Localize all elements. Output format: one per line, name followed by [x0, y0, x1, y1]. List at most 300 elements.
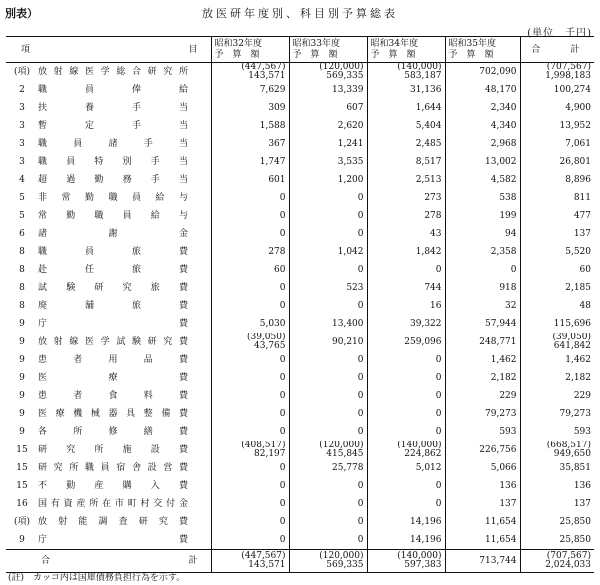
item-cell: [6, 369, 211, 387]
item-cell: [6, 261, 211, 279]
total-sum-cell: [520, 550, 594, 573]
fy35-cell: 136: [445, 477, 520, 495]
fy34-cell: 16: [367, 297, 445, 315]
fy34-cell: 1,842: [367, 243, 445, 261]
fy32-cell: 0: [211, 405, 289, 423]
total-cell: 2,182: [520, 369, 594, 387]
fy32-cell: 0: [211, 495, 289, 513]
total-total-bracket-value: (707,567): [546, 551, 591, 561]
fy35-header-year: 昭和35年度: [448, 38, 496, 49]
item-name: 研究所施設費: [38, 445, 188, 455]
item-name: 庁費: [38, 319, 188, 329]
fy33-header-year: 昭和33年度: [292, 38, 340, 49]
item-name: 超過勤務手当: [38, 175, 188, 185]
fy35-cell: 4,340: [445, 117, 520, 135]
total-cell: 477: [520, 207, 594, 225]
item-cell: [6, 135, 211, 153]
fy34-cell: 14,196: [367, 531, 445, 550]
total-cell: 5,520: [520, 243, 594, 261]
item-cell: [6, 153, 211, 171]
item-name: 赴任旅費: [38, 265, 188, 275]
total-cell: 79,273: [520, 405, 594, 423]
total-cell: 136: [520, 477, 594, 495]
fy33-cell: 2,620: [289, 117, 367, 135]
table-row: [6, 531, 594, 550]
fy33-cell: 0: [289, 477, 367, 495]
item-code: 9: [19, 535, 25, 545]
total-cell: 100,274: [520, 81, 594, 99]
total-bracket-value: (668,517): [546, 441, 591, 450]
item-code: 8: [19, 283, 25, 293]
table-row: [6, 117, 594, 135]
item-name: 諸謝金: [38, 229, 188, 239]
fy35-cell: 199: [445, 207, 520, 225]
table-row: [6, 189, 594, 207]
fy32-cell: 0: [211, 477, 289, 495]
table-row: [6, 261, 594, 279]
total-fy33-cell: [289, 550, 367, 573]
total-fy35-cell: 713,744: [445, 550, 520, 573]
fy33-cell: 1,200: [289, 171, 367, 189]
item-cell: [6, 99, 211, 117]
table-row: [6, 477, 594, 495]
table-row: [6, 207, 594, 225]
fy34-cell: 0: [367, 369, 445, 387]
item-name: 職員特別手当: [38, 157, 188, 167]
table-row: [6, 279, 594, 297]
total-cell: [520, 333, 594, 351]
total-cell: 25,850: [520, 531, 594, 550]
fy32-cell: 0: [211, 225, 289, 243]
page-title: 放医研年度別、科目別予算総表: [202, 7, 398, 20]
fy35-cell: 32: [445, 297, 520, 315]
fy32-cell: [211, 333, 289, 351]
item-name: 試験研究旅費: [38, 283, 188, 293]
fy32-cell: 601: [211, 171, 289, 189]
total-value: 641,842: [553, 341, 591, 351]
item-code: 9: [19, 409, 25, 419]
item-name: 職員旅費: [38, 247, 188, 257]
fy34-cell: 0: [367, 477, 445, 495]
item-cell: [6, 531, 211, 550]
item-code: 15: [16, 445, 28, 455]
total-cell: 25,850: [520, 513, 594, 531]
item-name: 患者食料費: [38, 391, 188, 401]
fy35-cell: 2,968: [445, 135, 520, 153]
fy33-cell: 0: [289, 531, 367, 550]
fy33-value: 415,845: [326, 449, 364, 459]
fy33-cell: 0: [289, 351, 367, 369]
fy33-cell: 0: [289, 423, 367, 441]
item-code: 16: [16, 499, 28, 509]
table-row: [6, 459, 594, 477]
table-row: [6, 153, 594, 171]
total-cell: 35,851: [520, 459, 594, 477]
item-cell: [6, 513, 211, 531]
total-column-header: 合 計: [520, 37, 594, 63]
fy35-header-sub: 予 算 額: [448, 49, 494, 60]
total-cell: 115,696: [520, 315, 594, 333]
fy33-cell: 0: [289, 405, 367, 423]
item-column-header: [6, 37, 211, 63]
total-fy32-value: 143,571: [248, 560, 286, 570]
fy34-column-header: [367, 37, 445, 63]
fy35-column-header: [445, 37, 520, 63]
item-cell: [6, 459, 211, 477]
item-header-right: 目: [188, 44, 200, 55]
fy32-cell: 0: [211, 459, 289, 477]
fy34-cell: 259,096: [367, 333, 445, 351]
fy35-cell: 79,273: [445, 405, 520, 423]
fy32-cell: 0: [211, 279, 289, 297]
fy32-bracket-value: (39,050): [246, 333, 286, 342]
item-header-left: 項: [21, 44, 33, 55]
item-code: 9: [19, 373, 25, 383]
item-name: 医療費: [38, 373, 188, 383]
table-row: [6, 513, 594, 531]
fy34-cell: 31,136: [367, 81, 445, 99]
total-bracket-value: (707,567): [546, 62, 591, 72]
table-row: [6, 495, 594, 513]
item-code: 2: [19, 85, 25, 95]
fy32-cell: 0: [211, 369, 289, 387]
item-name: 各所修繕費: [38, 427, 188, 437]
fy32-value: 43,765: [254, 341, 286, 351]
total-cell: 229: [520, 387, 594, 405]
fy32-cell: 309: [211, 99, 289, 117]
fy32-value: 82,197: [254, 449, 286, 459]
fy32-cell: 0: [211, 387, 289, 405]
fy35-cell: 137: [445, 495, 520, 513]
total-bracket-value: (39,050): [552, 333, 591, 342]
total-cell: 811: [520, 189, 594, 207]
fy34-cell: 2,513: [367, 171, 445, 189]
table-row: [6, 351, 594, 369]
item-code: 9: [19, 391, 25, 401]
table-row: [6, 423, 594, 441]
table-row: [6, 135, 594, 153]
table-row: [6, 171, 594, 189]
total-label-left: 合: [41, 556, 51, 566]
total-cell: 593: [520, 423, 594, 441]
item-cell: [6, 207, 211, 225]
item-cell: [6, 117, 211, 135]
fy34-cell: 43: [367, 225, 445, 243]
fy35-cell: 11,654: [445, 513, 520, 531]
budget-table: [6, 36, 594, 573]
table-row: [6, 369, 594, 387]
fy32-header-year: 昭和32年度: [214, 38, 262, 49]
item-code: 3: [19, 157, 25, 167]
fy35-cell: 94: [445, 225, 520, 243]
fy32-cell: 0: [211, 531, 289, 550]
fy35-cell: 2,182: [445, 369, 520, 387]
item-code: 3: [19, 103, 25, 113]
item-name: 職員諸手当: [38, 139, 188, 149]
item-cell: [6, 405, 211, 423]
fy35-cell: 4,582: [445, 171, 520, 189]
table-row: [6, 441, 594, 459]
fy34-cell: 39,322: [367, 315, 445, 333]
fy35-cell: 2,358: [445, 243, 520, 261]
item-code: (項): [13, 517, 31, 527]
item-name: 放射線医学試験研究費: [38, 337, 188, 347]
fy32-cell: 0: [211, 189, 289, 207]
fy33-bracket-value: (120,000): [319, 62, 364, 72]
fy33-value: 569,335: [326, 71, 364, 81]
fy33-cell: 13,339: [289, 81, 367, 99]
fy34-cell: 2,485: [367, 135, 445, 153]
fy33-cell: 0: [289, 225, 367, 243]
fy32-cell: 0: [211, 513, 289, 531]
total-value: 949,650: [553, 449, 591, 459]
total-label-right: 計: [188, 556, 198, 566]
total-fy32-cell: [211, 550, 289, 573]
fy33-cell: 25,778: [289, 459, 367, 477]
item-name: 放射線医学総合研究所: [38, 67, 188, 77]
fy34-header-year: 昭和34年度: [370, 38, 418, 49]
table-row: [6, 315, 594, 333]
fy34-cell: 0: [367, 423, 445, 441]
item-code: 8: [19, 301, 25, 311]
fy35-cell: 593: [445, 423, 520, 441]
total-cell: [520, 441, 594, 459]
fy32-cell: [211, 63, 289, 82]
item-cell: [6, 333, 211, 351]
item-cell: [6, 171, 211, 189]
item-cell: [6, 279, 211, 297]
item-name: 庁費: [38, 535, 188, 545]
total-total-value: 2,024,033: [545, 560, 591, 570]
fy34-header-sub: 予 算 額: [370, 49, 416, 60]
fy35-cell: 918: [445, 279, 520, 297]
fy34-cell: 273: [367, 189, 445, 207]
fy32-cell: 1,588: [211, 117, 289, 135]
fy34-cell: [367, 63, 445, 82]
fy34-cell: 5,012: [367, 459, 445, 477]
item-code: 5: [19, 211, 25, 221]
item-name: 研究所職員宿舎設営費: [38, 463, 188, 473]
table-row: [6, 99, 594, 117]
total-fy34-value: 597,383: [404, 560, 442, 570]
fy32-bracket-value: (447,567): [241, 62, 286, 72]
fy34-cell: 0: [367, 387, 445, 405]
total-value: 1,998,183: [545, 71, 591, 81]
fy33-cell: 0: [289, 189, 367, 207]
fy33-cell: 0: [289, 297, 367, 315]
total-cell: 8,896: [520, 171, 594, 189]
total-cell: 26,801: [520, 153, 594, 171]
total-fy33-value: 569,335: [326, 560, 364, 570]
fy35-cell: 13,002: [445, 153, 520, 171]
table-row: [6, 297, 594, 315]
fy34-bracket-value: (140,000): [397, 441, 442, 450]
item-name: 廃舗旅費: [38, 301, 188, 311]
fy32-cell: 1,747: [211, 153, 289, 171]
fy34-cell: 0: [367, 495, 445, 513]
item-cell: [6, 387, 211, 405]
item-cell: [6, 441, 211, 459]
item-name: 不動産購入費: [38, 481, 188, 491]
fy34-cell: 1,644: [367, 99, 445, 117]
total-cell: 4,900: [520, 99, 594, 117]
fy32-cell: 0: [211, 207, 289, 225]
fy35-cell: 11,654: [445, 531, 520, 550]
fy32-cell: 0: [211, 423, 289, 441]
item-name: 常勤職員給与: [38, 211, 188, 221]
fy33-cell: 3,535: [289, 153, 367, 171]
item-code: 4: [19, 175, 25, 185]
fy33-cell: 0: [289, 495, 367, 513]
item-cell: [6, 297, 211, 315]
item-cell: [6, 225, 211, 243]
fy35-cell: 0: [445, 261, 520, 279]
total-cell: 137: [520, 225, 594, 243]
item-cell: [6, 495, 211, 513]
total-cell: 2,185: [520, 279, 594, 297]
fy33-cell: 0: [289, 387, 367, 405]
fy32-column-header: [211, 37, 289, 63]
total-cell: 1,462: [520, 351, 594, 369]
item-code: 9: [19, 355, 25, 365]
total-fy34-bracket-value: (140,000): [397, 551, 442, 561]
fy33-cell: 13,400: [289, 315, 367, 333]
fy32-cell: 0: [211, 297, 289, 315]
fy33-cell: 1,042: [289, 243, 367, 261]
fy32-cell: 0: [211, 351, 289, 369]
item-name: 患者用品費: [38, 355, 188, 365]
table-row: [6, 243, 594, 261]
fy34-cell: 14,196: [367, 513, 445, 531]
item-cell: [6, 477, 211, 495]
item-code: 8: [19, 265, 25, 275]
fy34-cell: 8,517: [367, 153, 445, 171]
fy35-cell: 538: [445, 189, 520, 207]
item-name: 医療機械器具整備費: [38, 409, 188, 419]
item-cell: [6, 189, 211, 207]
total-cell: 60: [520, 261, 594, 279]
total-fy33-bracket-value: (120,000): [319, 551, 364, 561]
item-code: 9: [19, 427, 25, 437]
fy32-bracket-value: (408,517): [241, 441, 286, 450]
total-cell: 13,952: [520, 117, 594, 135]
fy32-cell: 7,629: [211, 81, 289, 99]
item-name: 非常勤職員給与: [38, 193, 188, 203]
item-code: 3: [19, 139, 25, 149]
header-row: [6, 37, 594, 63]
fy33-cell: 0: [289, 513, 367, 531]
fy35-cell: 48,170: [445, 81, 520, 99]
item-code: 15: [16, 481, 28, 491]
table-row: [6, 63, 594, 82]
fy32-cell: 367: [211, 135, 289, 153]
fy33-cell: 90,210: [289, 333, 367, 351]
item-code: 15: [16, 463, 28, 473]
item-code: 3: [19, 121, 25, 131]
footnote: (註) カッコ内は国庫債務負担行為を示す。: [8, 573, 186, 583]
item-name: 国有資産所在市町村交付金: [38, 499, 188, 509]
fy33-cell: 523: [289, 279, 367, 297]
table-row: [6, 333, 594, 351]
total-fy34-cell: [367, 550, 445, 573]
fy34-cell: 0: [367, 261, 445, 279]
fy34-cell: 278: [367, 207, 445, 225]
fy34-cell: 5,404: [367, 117, 445, 135]
fy35-cell: 702,090: [445, 63, 520, 82]
item-code: 6: [19, 229, 25, 239]
fy33-cell: 0: [289, 369, 367, 387]
fy33-cell: [289, 63, 367, 82]
fy33-bracket-value: (120,000): [319, 441, 364, 450]
fy32-cell: 278: [211, 243, 289, 261]
item-cell: [6, 81, 211, 99]
fy35-cell: 248,771: [445, 333, 520, 351]
total-cell: [520, 63, 594, 82]
fy35-cell: 226,756: [445, 441, 520, 459]
item-cell: [6, 423, 211, 441]
fy34-cell: 0: [367, 351, 445, 369]
fy33-cell: 607: [289, 99, 367, 117]
fy33-cell: 0: [289, 207, 367, 225]
fy32-cell: [211, 441, 289, 459]
fy32-cell: 5,030: [211, 315, 289, 333]
table-body: [6, 63, 594, 550]
item-cell: [6, 243, 211, 261]
fy34-cell: 744: [367, 279, 445, 297]
table-row: [6, 405, 594, 423]
item-name: 扶養手当: [38, 103, 188, 113]
fy32-cell: 60: [211, 261, 289, 279]
item-code: 8: [19, 247, 25, 257]
item-cell: [6, 315, 211, 333]
fy32-value: 143,571: [248, 71, 286, 81]
table-row: [6, 387, 594, 405]
item-cell: [6, 351, 211, 369]
table-label: 別表）: [5, 7, 38, 20]
item-cell: [6, 63, 211, 82]
item-code: 9: [19, 319, 25, 329]
item-code: 9: [19, 337, 25, 347]
item-code: 5: [19, 193, 25, 203]
fy34-value: 583,187: [404, 71, 442, 81]
fy34-cell: 0: [367, 405, 445, 423]
fy35-cell: 1,462: [445, 351, 520, 369]
fy34-bracket-value: (140,000): [397, 62, 442, 72]
total-cell: 48: [520, 297, 594, 315]
item-name: 職員俸給: [38, 85, 188, 95]
fy35-cell: 57,944: [445, 315, 520, 333]
fy33-cell: [289, 441, 367, 459]
unit-label: (単位 千円): [527, 28, 592, 39]
fy35-cell: 2,340: [445, 99, 520, 117]
fy33-header-sub: 予 算 額: [292, 49, 338, 60]
table-row: [6, 81, 594, 99]
fy33-cell: 1,241: [289, 135, 367, 153]
item-name: 暫定手当: [38, 121, 188, 131]
fy35-cell: 5,066: [445, 459, 520, 477]
fy33-column-header: [289, 37, 367, 63]
fy34-cell: [367, 441, 445, 459]
total-cell: 137: [520, 495, 594, 513]
total-cell: 7,061: [520, 135, 594, 153]
fy35-cell: 229: [445, 387, 520, 405]
fy32-header-sub: 予 算 額: [214, 49, 260, 60]
item-name: 放射能調査研究費: [38, 517, 188, 527]
fy33-cell: 0: [289, 261, 367, 279]
total-fy32-bracket-value: (447,567): [241, 551, 286, 561]
fy34-value: 224,862: [404, 449, 442, 459]
table-row: [6, 225, 594, 243]
